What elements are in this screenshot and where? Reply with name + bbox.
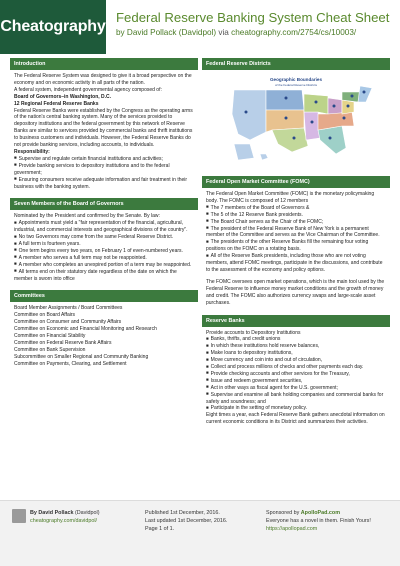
district-7-region [304, 94, 328, 114]
author-line [30, 509, 142, 517]
footer-sponsor [266, 509, 396, 533]
list-item: Committee on Payments, Clearing, and Settlement [14, 360, 127, 367]
section-title: Reserve Banks [202, 315, 390, 327]
district-6-region [318, 126, 346, 154]
byline [116, 28, 396, 37]
district-12-region [232, 90, 266, 140]
section-fomc [202, 176, 390, 309]
page-header [0, 0, 400, 54]
sponsor-prefix: Sponsored by [266, 510, 300, 516]
bullet-item: ■ In which these institutions hold reserve balances, [206, 343, 386, 350]
section-body [10, 70, 198, 192]
bullet-item: ■ The 7 members of the Board of Governors & [206, 205, 386, 212]
logo-text: Cheatography [0, 18, 106, 35]
section-introduction [10, 58, 198, 192]
alaska-region [234, 144, 254, 160]
section-body [10, 210, 198, 284]
paragraph: Federal Reserve Banks were established by the Congress as the operating arms of the nation's central banking system. Many of the services provided to depository institutions and the federal government by this network of Reserve Banks are similar to services provided by commercial banks and thrift institutions to business customers and individuals. However, the Federal Reserve Banks do not provide banking services, including accounts, to individuals. [14, 107, 193, 149]
author-handle: (Davidpol) [74, 510, 100, 516]
bullet-item: ■ The presidents of the other Reserve Banks fill the remaining four voting positions on the FOMC on a rotating basis. [206, 239, 386, 253]
paragraph: A federal system, independent governmental agency composed of: [14, 86, 162, 93]
bullet-item: ■ Banks, thrifts, and credit unions [206, 336, 386, 343]
reserve-bank-marker [285, 97, 288, 100]
section-title: Federal Reserve Districts [202, 58, 390, 70]
bullet-item: ■ Supervise and regulate certain financial institutions and activities; [14, 156, 194, 163]
reserve-bank-marker [351, 95, 354, 98]
page-footer [0, 500, 400, 566]
author-avatar [12, 509, 26, 523]
map-title: Geographic Boundaries [269, 77, 323, 82]
footer-dates [145, 509, 255, 533]
paragraph: 12 Regional Federal Reserve Banks [14, 100, 99, 107]
paragraph: Eight times a year, each Federal Reserve Bank gathers anecdotal information on current economic conditions in its District and summarizes their activities. [206, 412, 385, 426]
reserve-bank-marker [245, 111, 248, 114]
district-9-region [266, 90, 304, 110]
author-link[interactable]: by David Pollack (Davidpol) [116, 28, 217, 37]
list-item: Board Member Assignments / Board Committees [14, 305, 123, 312]
page-title: Federal Reserve Banking System Cheat Sheet [116, 10, 390, 25]
sheet-url-link[interactable]: cheatography.com/2754/cs/10003/ [231, 28, 357, 37]
map-subtitle: of the Federal Reserve Districts [274, 83, 318, 87]
via-text: via [218, 28, 229, 37]
sponsor-tagline: Everyone has a novel in them. Finish Yours! [266, 518, 371, 524]
title-block [116, 10, 396, 37]
bullet-item: ■ Provide banking services to depository institutions and to the federal government; [14, 163, 194, 177]
district-map [202, 70, 390, 170]
reserve-bank-marker [293, 137, 296, 140]
bullet-item: ■ A member who serves a full term may not be reappointed. [14, 255, 194, 262]
right-column [202, 58, 390, 434]
reserve-bank-marker [285, 117, 288, 120]
list-item: Committee on Federal Reserve Bank Affairs [14, 340, 112, 346]
paragraph: The FOMC oversees open market operations, which is the main tool used by the Federal Reserve to influence money market conditions and the growth of money and credit. The FOMC also authorizes currency swaps and large-scale asset purchases. [206, 278, 385, 306]
list-item: Committee on Consumer and Community Affairs [14, 319, 122, 326]
bullet-item: ■ All of the Reserve Bank presidents, including those who are not voting members, attend FOMC meetings, participate in the discussions, and contribute to the assessment of the economy and policy options. [206, 253, 386, 274]
bullet-item: ■ All terms end on their statutory date regardless of the date on which the member is sworn into office [14, 269, 194, 283]
district-5-region [318, 112, 354, 130]
reserve-bank-marker [315, 101, 318, 104]
paragraph: Responsibility: [14, 148, 50, 155]
author-profile-link[interactable]: cheatography.com/davidpol/ [30, 518, 98, 524]
section-body [202, 327, 390, 429]
reserve-bank-marker [311, 121, 314, 124]
section-title: Introduction [10, 58, 198, 70]
author-name: By David Pollack [30, 510, 74, 516]
reserve-bank-marker [329, 137, 332, 140]
bullet-item: ■ A full term is fourteen years. [14, 241, 194, 248]
bullet-item: ■ The 5 of the 12 Reserve Bank presidents. [206, 212, 386, 219]
bullet-item: ■ One term begins every two years, on February 1 of even-numbered years. [14, 248, 194, 255]
section-body [10, 302, 198, 369]
section-reserve-banks [202, 315, 390, 429]
bullet-item: ■ Issue and redeem government securities, [206, 378, 386, 385]
bullet-item: ■ Act in other ways as fiscal agent for the U.S. government; [206, 385, 386, 392]
left-column [10, 58, 198, 376]
bullet-item: ■ Participate in the setting of monetary policy. [206, 405, 386, 412]
footer-author [12, 509, 142, 525]
bullet-item: ■ A member who completes an unexpired portion of a term may be reappointed. [14, 262, 194, 269]
bullet-item: ■ Supervise and examine all bank holding companies and commercial banks for safety and soundness; and [206, 392, 386, 406]
district-1-region [358, 86, 372, 102]
section-committees [10, 290, 198, 369]
hawaii-region [260, 154, 268, 160]
section-body [202, 188, 390, 309]
paragraph: Board of Governors–in Washington, D.C. [14, 93, 112, 100]
section-districts [202, 58, 390, 170]
bullet-item: ■ Move currency and coin into and out of circulation, [206, 357, 386, 364]
bullet-item: ■ Appointments must yield a "fair representation of the financial, agricultural, industrial, and commercial interests and geographical divisions of the country". [14, 220, 194, 234]
cheatography-logo[interactable] [0, 0, 106, 54]
reserve-bank-marker [333, 105, 336, 108]
list-item: Committee on Bank Supervision [14, 346, 86, 353]
section-title: Committees [10, 290, 198, 302]
list-item: Subcommittee on Smaller Regional and Community Banking [14, 353, 149, 360]
list-item: Committee on Economic and Financial Monitoring and Research [14, 326, 157, 333]
district-8-region [304, 112, 320, 140]
paragraph: Provide accounts to Depository Institutions [206, 329, 301, 336]
sponsor-line [266, 509, 396, 517]
section-seven-members [10, 198, 198, 284]
district-map-svg [206, 74, 386, 166]
updated-date: Last updated 1st December, 2016. [145, 518, 228, 524]
author-info [30, 509, 142, 525]
paragraph: The Federal Reserve System was designed to give it a broad perspective on the economy and on economic activity in all parts of the nation. [14, 73, 192, 86]
sponsor-link[interactable]: ApolloPad.com [300, 510, 341, 516]
bullet-item: ■ Provide checking accounts and other services for the Treasury, [206, 371, 386, 378]
page-count: Page 1 of 1. [145, 526, 175, 532]
sponsor-url-link[interactable]: https://apollopad.com [266, 526, 318, 532]
bullet-item: ■ Ensuring consumers receive adequate information and fair treatment in their business with the banking system. [14, 177, 194, 191]
district-11-region [272, 128, 308, 152]
section-title: Seven Members of the Board of Governors [10, 198, 198, 210]
list-item: Committee on Board Affairs [14, 312, 76, 319]
bullet-item: ■ The Board Chair serves as the Chair of the FOMC; [206, 219, 386, 226]
reserve-bank-marker [363, 91, 366, 94]
bullet-item: ■ Collect and process millions of checks and other payments each day. [206, 364, 386, 371]
reserve-bank-marker [343, 117, 346, 120]
bullet-item: ■ The president of the Federal Reserve Bank of New York is a permanent member of the Committee and serves as the Vice Chairman of the Committee. [206, 226, 386, 240]
bullet-item: ■ No two Governors may come from the same Federal Reserve District. [14, 234, 194, 241]
paragraph: The Federal Open Market Committee (FOMC) is the monetary policymaking body. The FOMC is composed of 12 members [206, 191, 375, 204]
paragraph: Nominated by the President and confirmed by the Senate. By law: [14, 213, 160, 220]
bullet-item: ■ Make loans to depository institutions, [206, 350, 386, 357]
published-date: Published 1st December, 2016. [145, 510, 220, 516]
reserve-bank-marker [347, 105, 350, 108]
list-item: Committee on Financial Stability [14, 333, 86, 340]
section-title: Federal Open Market Committee (FOMC) [202, 176, 390, 188]
